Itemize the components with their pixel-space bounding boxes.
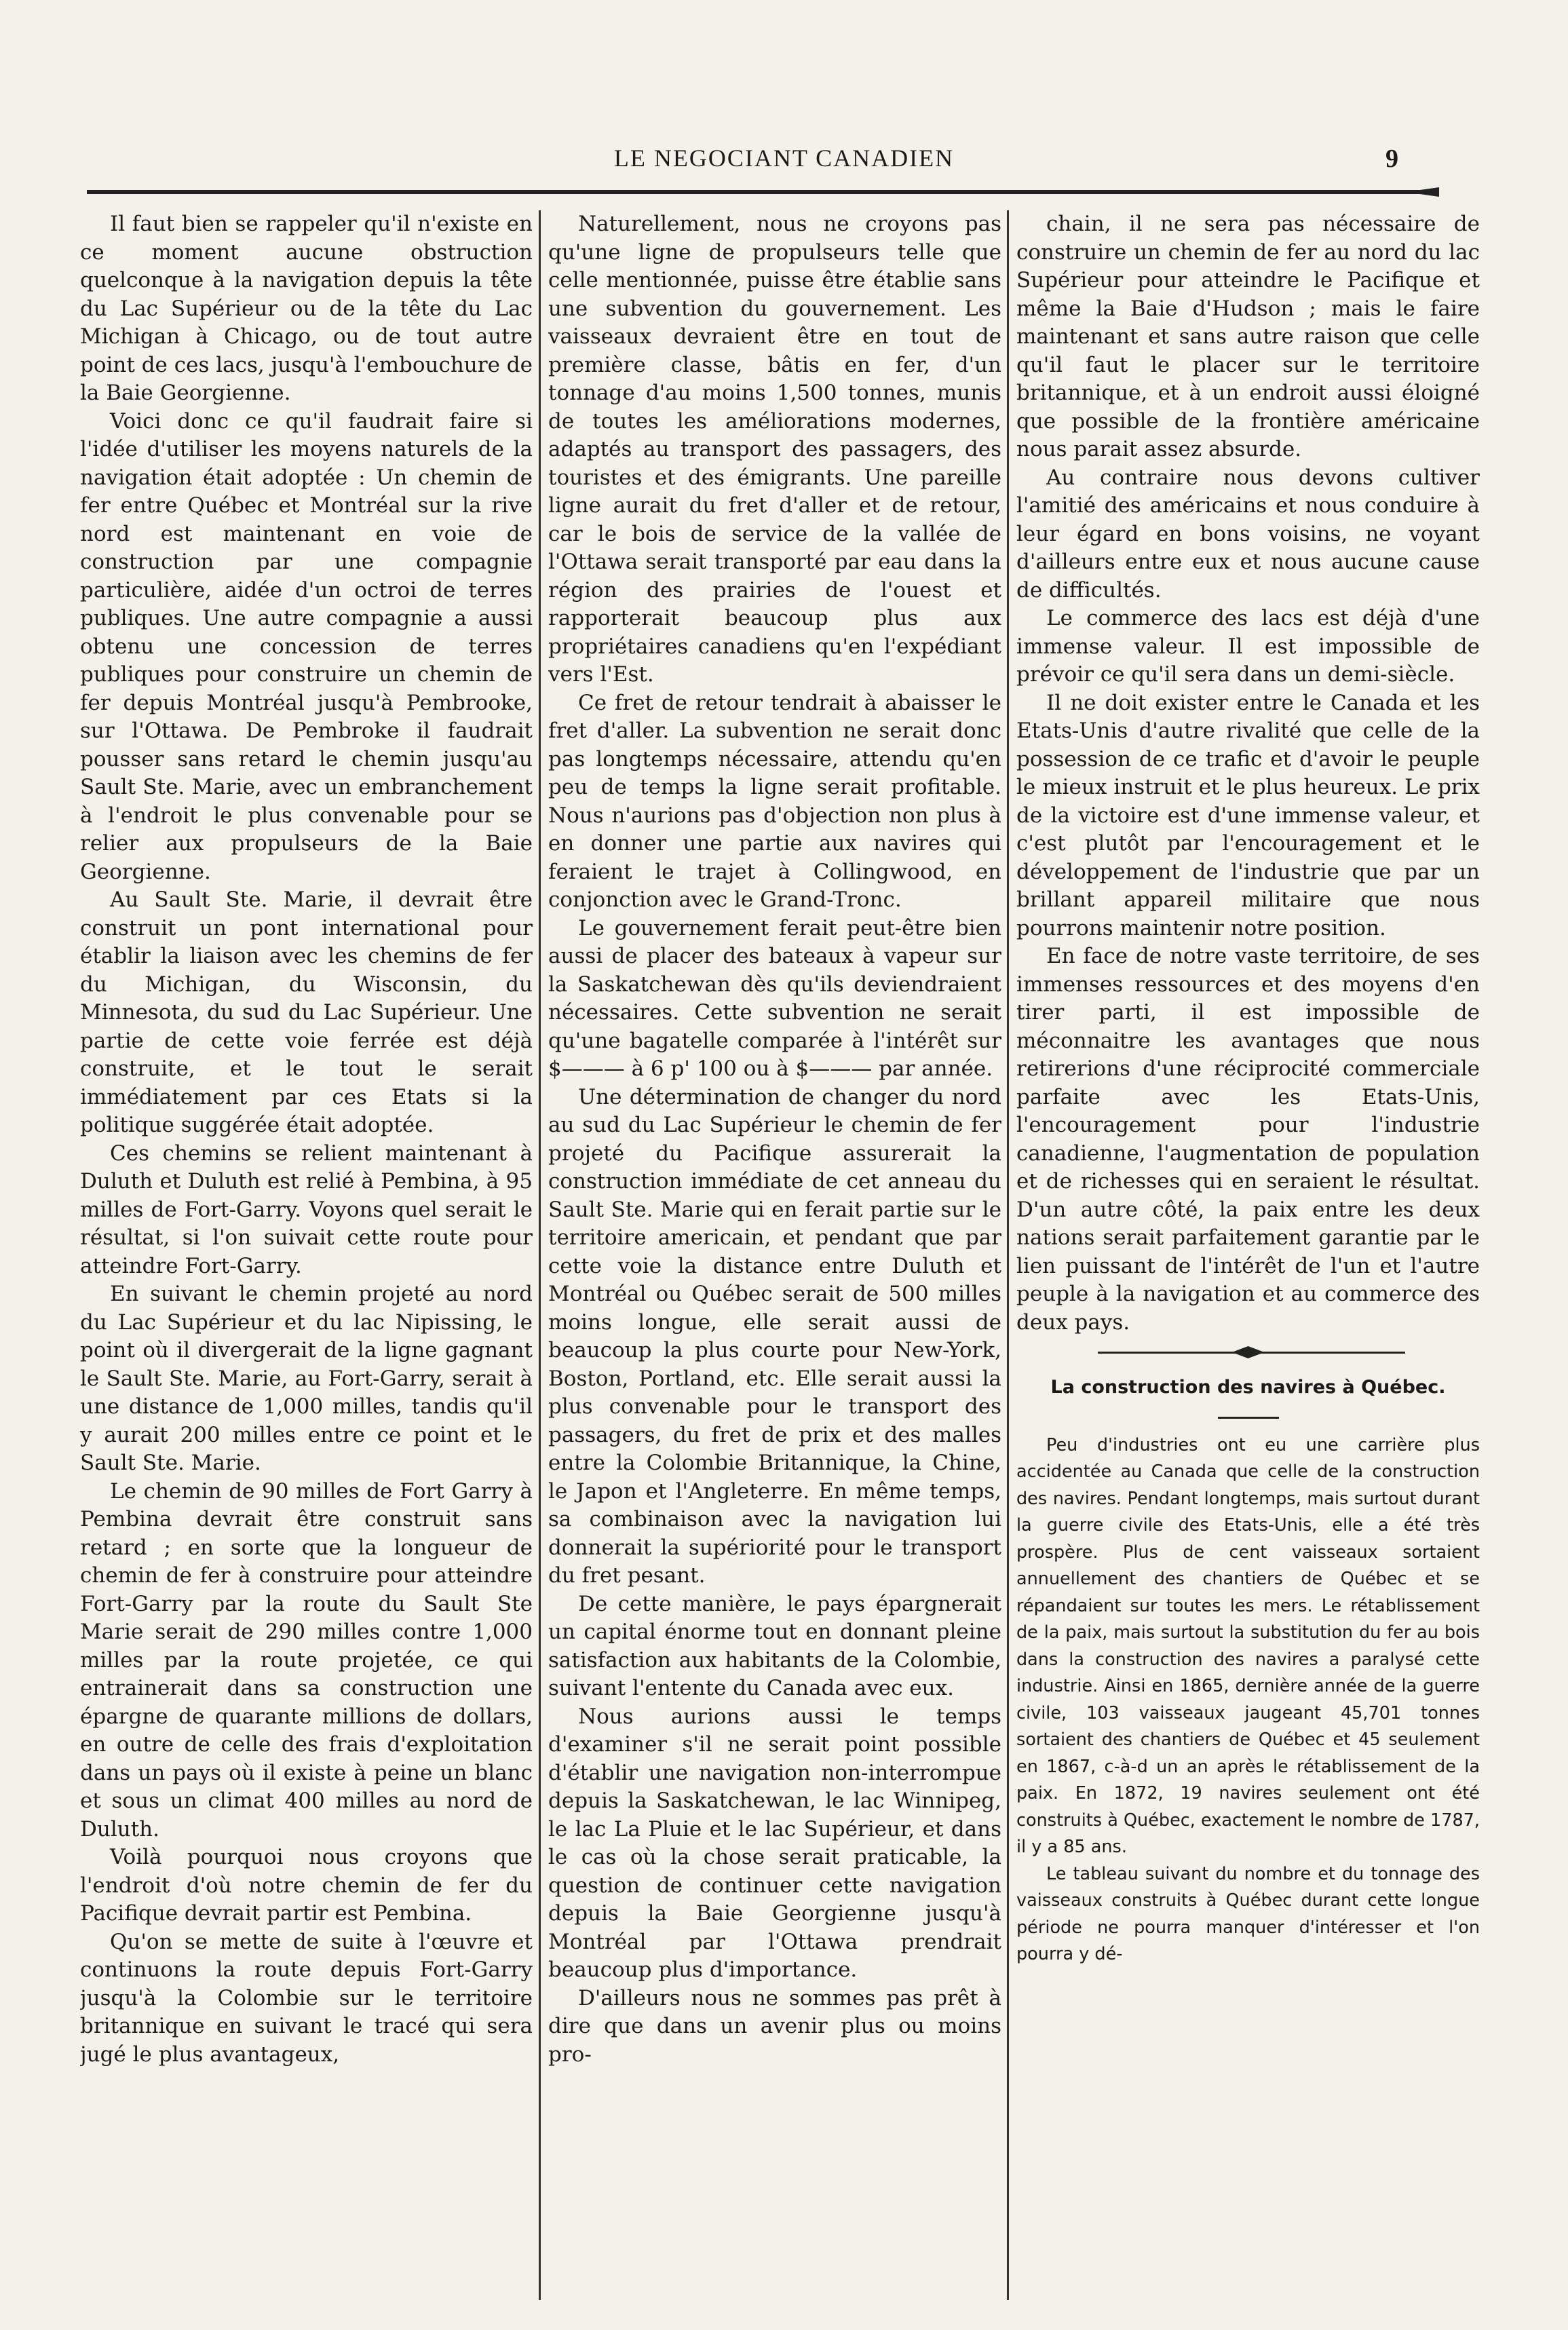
column-divider [1007,210,1009,2300]
paragraph: Nous aurions aussi le temps d'examiner s'il ne serait point possible d'établir une navigation non-interrompue depuis la Saskatchewan, le lac Winnipeg, le lac La Pluie et le lac Supérieur, et dans le cas où la chose serait praticable, la question de continuer cette navigation depuis la Baie Georgienne jusqu'à Montréal par l'Ottawa prendrait beaucoup plus d'importance. [548,1704,1001,1982]
paragraph: En face de notre vaste territoire, de ses immenses ressources et des moyens d'en tirer parti, il est impossible de méconnaitre les avantages que nous retirerions d'une réciprocité commerciale parfaite avec les Etats-Unis, l'encouragement pour l'industrie canadienne, l'augmentation de population et de richesses qui en seraient le résultat. D'un autre côté, la paix entre les deux nations serait parfaitement garantie par le lien puissant de l'intérêt de l'un et l'autre peuple à la navigation et au commerce des deux pays. [1016,944,1480,1335]
paragraph: Qu'on se mette de suite à l'œuvre et continuons la route depuis Fort-Garry jusqu'à la Colombie sur le territoire britannique en suivant le tracé qui sera jugé le plus avantageux, [80,1929,533,2067]
paragraph: Au contraire nous devons cultiver l'amitié des américains et nous conduire à leur égard en bons voisins, ne voyant d'ailleurs entre eux et nous aucune cause de difficultés. [1016,465,1480,603]
header-rule [87,190,1438,194]
paragraph: Ce fret de retour tendrait à abaisser le fret d'aller. La subvention ne serait donc pas longtemps nécessaire, attendu qu'en peu de temps la ligne serait profitable. Nous n'aurions pas d'objection non plus à en donner une partie aux navires qui feraient le trajet à Collingwood, en conjonction avec le Grand-Tronc. [548,690,1001,912]
header-rule-ornament [1419,187,1439,197]
paragraph: D'ailleurs nous ne sommes pas prêt à dire que dans un avenir plus ou moins pro- [548,1985,1001,2067]
paragraph: De cette manière, le pays épargnerait un capital énorme tout en donnant pleine satisfaction aux habitants de la Colombie, suivant l'entente du Canada avec eux. [548,1591,1001,1700]
column-2 [548,210,1001,2304]
paragraph: Au Sault Ste. Marie, il devrait être construit un pont international pour établir la liaison avec les chemins de fer du Michigan, du Wisconsin, du Minnesota, du sud du Lac Supérieur. Une partie de cette voie ferrée est déjà construite, et le tout le serait immédiatement par ces Etats si la politique suggérée était adoptée. [80,887,533,1137]
paragraph: Peu d'industries ont eu une carrière plus accidentée au Canada que celle de la construction des navires. Pendant longtemps, mais surtout durant la guerre civile des Etats-Unis, elle a été très prospère. Plus de cent vaisseaux sortaient annuellement des chantiers de Québec et se répandaient sur toutes les mers. Le rétablissement de la paix, mais surtout la substitution du fer au bois dans la construction des navires a paralysé cette industrie. Ainsi en 1865, dernière année de la guerre civile, 103 vaisseaux jaugeant 45,701 tonnes sortaient des chantiers de Québec et 45 seulement en 1867, c-à-d un an après le rétablissement de la paix. En 1872, 19 navires seulement ont été construits à Québec, exactement le nombre de 1787, il y a 85 ans. [1016,1434,1480,1857]
column-3 [1016,210,1480,2304]
paragraph: chain, il ne sera pas nécessaire de construire un chemin de fer au nord du lac Supérieur pour atteindre le Pacifique et même la Baie d'Hudson ; mais le faire maintenant et sans autre raison que celle qu'il faut le placer sur le territoire britannique, et à un endroit aussi éloigné que possible de la frontière américaine nous parait assez absurde. [1016,212,1480,461]
paragraph: Le chemin de 90 milles de Fort Garry à Pembina devrait être construit sans retard ; en sorte que la longueur de chemin de fer à construire pour atteindre Fort-Garry par la route du Sault Ste Marie serait de 290 milles contre 1,000 milles par la route projetée, ce qui entrainerait dans sa construction une épargne de quarante millions de dollars, en outre de celle des frais d'exploitation dans un pays où il existe à peine un blanc et sous un climat 400 milles au nord de Duluth. [80,1478,533,1841]
paragraph: Naturellement, nous ne croyons pas qu'une ligne de propulseurs telle que celle mentionnée, puisse être établie sans une subvention du gouvernement. Les vaisseaux devraient être en tout de première classe, bâtis en fer, d'un tonnage d'au moins 1,500 tonnes, munis de toutes les améliorations modernes, adaptés au transport des passagers, des touristes et des émigrants. Une pareille ligne aurait du fret d'aller et de retour, car le bois de service de la vallée de l'Ottawa serait transporté par eau dans la région des prairies de l'ouest et rapporterait beaucoup plus aux propriétaires canadiens qu'en l'expédiant vers l'Est. [548,212,1001,687]
paragraph: Le tableau suivant du nombre et du tonnage des vaisseaux construits à Québec durant cette longue période ne pourra manquer d'intéresser et l'on pourra y dé- [1016,1863,1480,1964]
paragraph: Une détermination de changer du nord au sud du Lac Supérieur le chemin de fer projeté du Pacifique assurerait la construction immédiate de cet anneau du Sault Ste. Marie qui en ferait partie sur le territoire americain, et pendant que par cette voie la distance entre Duluth et Montréal ou Québec serait de 500 milles moins longue, elle serait aussi de beaucoup la plus courte pour New-York, Boston, Portland, etc. Elle serait aussi la plus convenable pour le transport des passagers, du fret de prix et des malles entre la Colombie Britannique, la Chine, le Japon et l'Angleterre. En même temps, sa combinaison avec la navigation lui donnerait la supériorité pour le transport du fret pesant. [548,1084,1001,1588]
newspaper-title: LE NEGOCIANT CANADIEN [613,145,955,172]
short-rule [1218,1417,1279,1419]
section-separator-ornament [1016,1337,1480,1369]
paragraph: Le commerce des lacs est déjà d'une immense valeur. Il est impossible de prévoir ce qu'il sera dans un demi-siècle. [1016,606,1480,687]
paragraph: Voici donc ce qu'il faudrait faire si l'idée d'utiliser les moyens naturels de la navigation était adoptée : Un chemin de fer entre Québec et Montréal sur la rive nord est maintenant en voie de construction par une compagnie particulière, aidée d'un octroi de terres publiques. Une autre compagnie a aussi obtenu une concession de terres publiques pour construire un chemin de fer depuis Montréal jusqu'à Pembrooke, sur l'Ottawa. De Pembroke il faudrait pousser sans retard le chemin jusqu'au Sault Ste. Marie, avec un embranchement à l'endroit le plus convenable pour se relier aux propulseurs de la Baie Georgienne. [80,408,533,884]
paragraph: Voilà pourquoi nous croyons que l'endroit d'où notre chemin de fer du Pacifique devrait partir est Pembina. [80,1845,533,1926]
paragraph: Le gouvernement ferait peut-être bien aussi de placer des bateaux à vapeur sur la Saskatchewan dès qu'ils deviendraient nécessaires. Cette subvention ne serait qu'une bagatelle comparée à l'intérêt sur $——— à 6 p' 100 ou à $——— par année. [548,915,1001,1081]
paragraph: En suivant le chemin projeté au nord du Lac Supérieur et du lac Nipissing, le point où il divergerait de la ligne gagnant le Sault Ste. Marie, au Fort-Garry, serait à une distance de 1,000 milles, tandis qu'il y aurait 200 milles entre ce point et le Sault Ste. Marie. [80,1282,533,1475]
paragraph: Il faut bien se rappeler qu'il n'existe en ce moment aucune obstruction quelconque à la navigation depuis la tête du Lac Supérieur ou de la tête du Lac Michigan à Chicago, ou de tout autre point de ces lacs, jusqu'à l'embouchure de la Baie Georgienne. [80,212,533,405]
page-number: 9 [1385,145,1398,173]
column-divider [539,210,541,2300]
section-heading: La construction des navires à Québec. [1050,1377,1446,1398]
paragraph: Ces chemins se relient maintenant à Duluth et Duluth est relié à Pembina, à 95 milles de Fort-Garry. Voyons quel serait le résultat, si l'on suivait cette route pour atteindre Fort-Garry. [80,1141,533,1278]
page-header [0,144,1568,178]
paragraph: Il ne doit exister entre le Canada et les Etats-Unis d'autre rivalité que celle de la possession de ce trafic et d'avoir le peuple le mieux instruit et le plus heureux. Le prix de la victoire est d'une immense valeur, et c'est plutôt par l'encouragement et le développement de l'industrie que par un brillant appareil militaire que nous pourrons maintenir notre position. [1016,690,1480,940]
column-1 [80,210,533,2304]
